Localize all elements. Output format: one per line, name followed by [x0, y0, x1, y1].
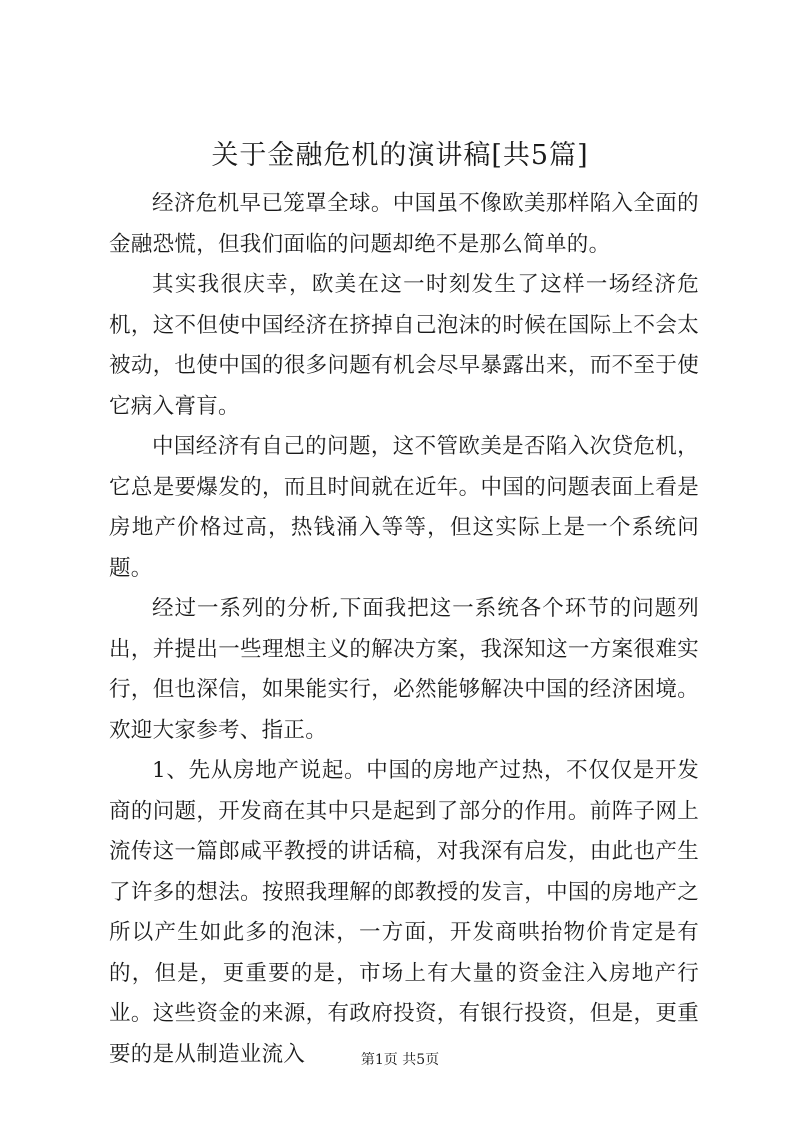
paragraph: 经济危机早已笼罩全球。中国虽不像欧美那样陷入全面的金融恐慌，但我们面临的问题却绝不是那么简单的。 — [109, 191, 699, 257]
paragraph: 经过一系列的分析,下面我把这一系统各个环节的问题列出，并提出一些理想主义的解决方案，我深知这一方案很难实行，但也深信，如果能实行，必然能够解决中国的经济困境。欢迎大家参考、指正。 — [109, 596, 699, 743]
paragraph: 中国经济有自己的问题，这不管欧美是否陷入次贷危机，它总是要爆发的，而且时间就在近年。中国的问题表面上看是房地产价格过高，热钱涌入等等，但这实际上是一个系统问题。 — [109, 434, 699, 581]
paragraph: 其实我很庆幸，欧美在这一时刻发生了这样一场经济危机，这不但使中国经济在挤掉自己泡沫的时候在国际上不会太被动，也使中国的很多问题有机会尽早暴露出来，而不至于使它病入膏肓。 — [109, 272, 699, 419]
document-body — [109, 184, 699, 1075]
paragraph: 1、先从房地产说起。中国的房地产过热，不仅仅是开发商的问题，开发商在其中只是起到了部分的作用。前阵子网上流传这一篇郎咸平教授的讲话稿，对我深有启发，由此也产生了许多的想法。按照我理解的郎教授的发言，中国的房地产之所以产生如此多的泡沫，一方面，开发商哄抬物价肯定是有的，但是，更重要的是，市场上有大量的资金注入房地产行业。这些资金的来源，有政府投资，有银行投资，但是，更重要的是从制造业流入 — [109, 758, 699, 1067]
document-title: 关于金融危机的演讲稿[共5篇] — [211, 140, 589, 171]
page-footer: 第1页 共5页 — [360, 1052, 440, 1068]
